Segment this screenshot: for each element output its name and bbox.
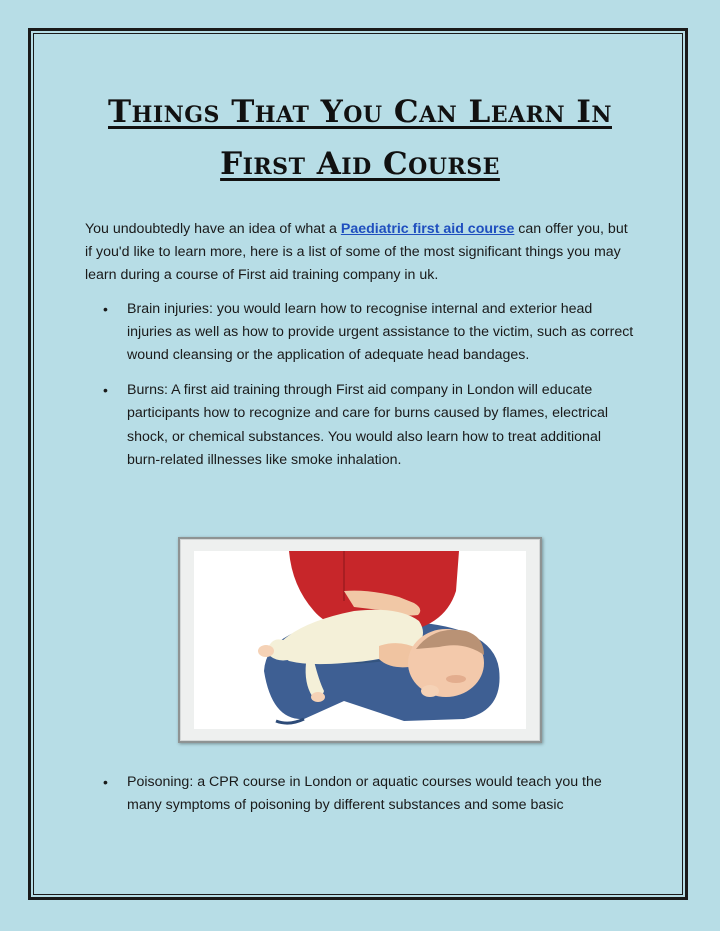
bullet-icon: •	[103, 382, 108, 399]
list-item-burns	[85, 379, 635, 472]
infant-first-aid-photo	[194, 551, 526, 729]
photo-frame	[178, 537, 542, 743]
bullet-icon: •	[103, 300, 108, 317]
list-item-text: Brain injuries: you would learn how to recognise internal and exterior head injuries as well as how to provide urgent assistance to the victim, such as correct wound cleansing or the application of adequate head bandages.	[127, 300, 634, 364]
title-line-2: First Aid Course	[220, 146, 500, 182]
list-item-text: Poisoning: a CPR course in London or aquatic courses would teach you the many symptoms of poisoning by different substances and some basic	[127, 774, 602, 814]
intro-paragraph	[85, 218, 635, 288]
article-body	[85, 218, 635, 484]
topic-list-2	[85, 771, 635, 817]
infant-back-blow-illustration	[194, 551, 526, 729]
paediatric-course-link[interactable]: Paediatric first aid course	[340, 221, 515, 237]
topic-list-continued	[85, 771, 635, 829]
list-item-brain-injuries	[85, 298, 635, 368]
page-title	[0, 86, 720, 190]
title-line-1: Things That You Can Learn In	[108, 94, 612, 130]
list-item-poisoning	[85, 771, 635, 817]
topic-list	[85, 298, 635, 472]
list-item-text: Burns: A first aid training through First aid company in London will educate participants how to recognize and care for burns caused by flames, electrical shock, or chemical substances. You would also learn how to treat additional burn-related illnesses like smoke inhalation.	[127, 382, 609, 468]
intro-text-before: You undoubtedly have an idea of what a	[85, 221, 341, 237]
bullet-icon: •	[103, 774, 108, 790]
intro-text-after: can offer you, but if you'd like to learn more, here is a list of some of the most significant things you may learn during a course of First aid training company in uk.	[85, 221, 628, 284]
